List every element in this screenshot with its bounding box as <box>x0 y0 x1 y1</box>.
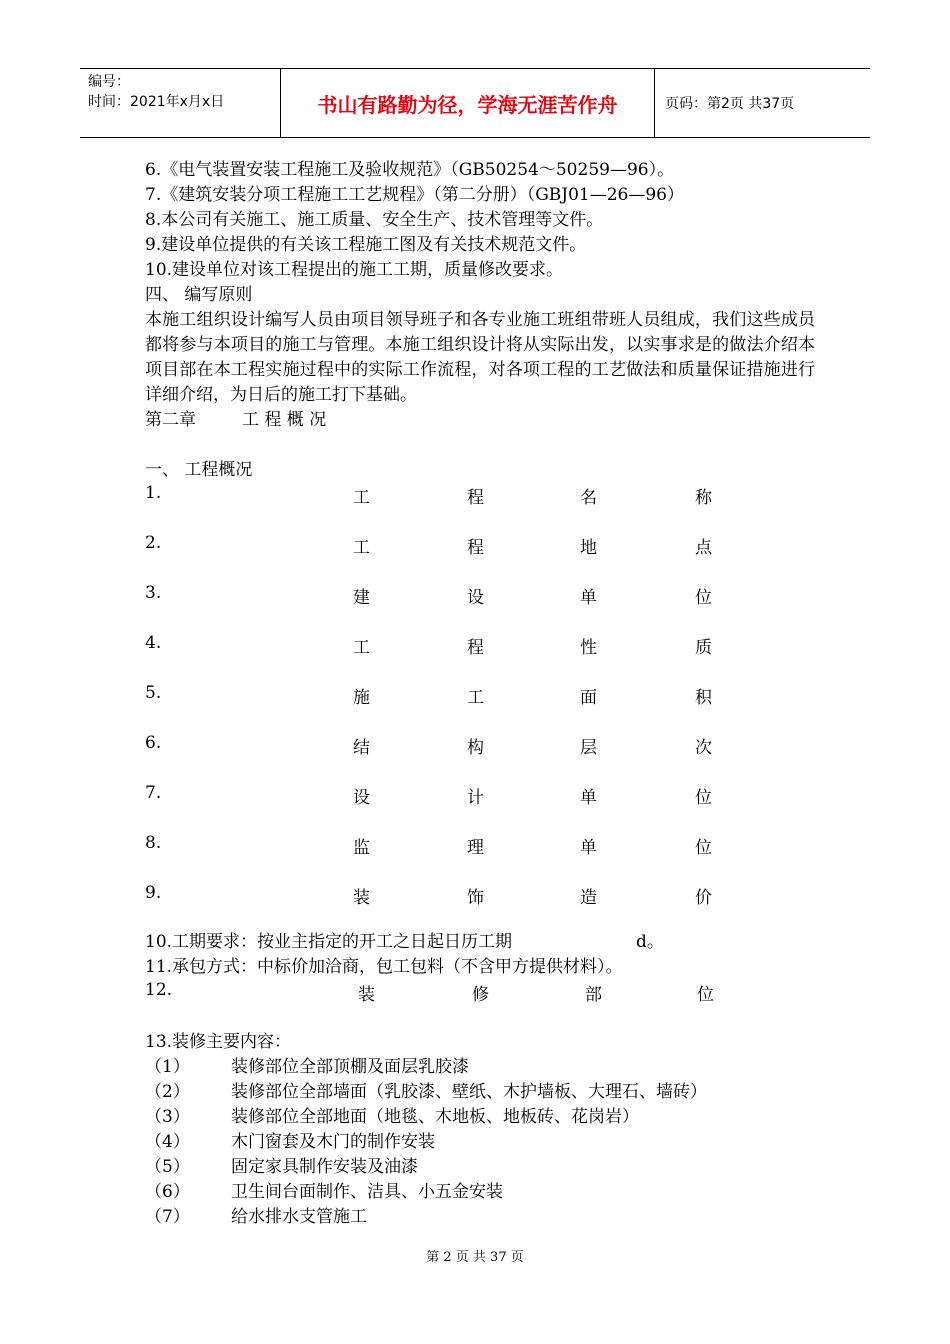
content-item-text: 装修部位全部地面（地毯、木地板、地板砖、花岗岩） <box>231 1107 639 1127</box>
row-number: 12. <box>145 980 173 1000</box>
content-item-number: （2） <box>145 1082 190 1102</box>
row-char: 名 <box>580 488 597 508</box>
page-header <box>80 68 870 138</box>
duration-unit: d。 <box>636 932 664 952</box>
content-item <box>145 1080 815 1105</box>
text-line: 8.本公司有关施工、施工质量、安全生产、技术管理等文件。 <box>145 210 604 230</box>
row-char: 单 <box>580 838 597 858</box>
row-char: 装 <box>358 985 375 1005</box>
row-number: 6. <box>145 733 162 753</box>
overview-row <box>145 683 725 708</box>
row-char: 工 <box>353 488 370 508</box>
overview-row <box>145 633 725 658</box>
row-number: 3. <box>145 583 162 603</box>
row-char: 次 <box>695 738 712 758</box>
row-char: 饰 <box>467 888 484 908</box>
text-line: 10.建设单位对该工程提出的施工工期，质量修改要求。 <box>145 260 564 280</box>
row-char: 质 <box>695 638 712 658</box>
text-line: 9.建设单位提供的有关该工程施工图及有关技术规范文件。 <box>145 235 587 255</box>
content-item-text: 装修部位全部墙面（乳胶漆、壁纸、木护墙板、大理石、墙砖） <box>231 1082 707 1102</box>
row-char: 面 <box>580 688 597 708</box>
row-char: 工 <box>353 638 370 658</box>
chapter-title: 工 程 概 况 <box>242 410 327 430</box>
item-contract: 11.承包方式：中标价加洽商，包工包料（不含甲方提供材料）。 <box>145 957 623 977</box>
intro-section <box>145 158 815 483</box>
content-item <box>145 1055 815 1080</box>
overview-row <box>145 833 725 858</box>
overview-row <box>145 733 725 758</box>
header-motto: 书山有路勤为径，学海无涯苦作舟 <box>281 69 655 137</box>
content-item-number: （1） <box>145 1057 190 1077</box>
content-item-number: （6） <box>145 1182 190 1202</box>
row-char: 修 <box>472 985 489 1005</box>
row-number: 1. <box>145 483 162 503</box>
section-heading: 四、 编写原则 <box>145 285 253 305</box>
row-char: 点 <box>695 538 712 558</box>
overview-row <box>145 583 725 608</box>
overview-row <box>145 533 725 558</box>
content-item-text: 给水排水支管施工 <box>231 1207 367 1227</box>
row-char: 位 <box>695 588 712 608</box>
section-heading: 一、 工程概况 <box>145 460 253 480</box>
text-line: 6.《电气装置安装工程施工及验收规范》（GB50254～50259—96）。 <box>145 160 675 180</box>
header-meta <box>80 69 281 137</box>
content-item-number: （4） <box>145 1132 190 1152</box>
content-item <box>145 1105 815 1130</box>
content-section <box>145 1030 815 1230</box>
row-char: 监 <box>353 838 370 858</box>
row-char: 建 <box>353 588 370 608</box>
principle-paragraph: 本施工组织设计编写人员由项目领导班子和各专业施工班组带班人员组成，我们这些成员都将参与本项目的施工与管理。本施工组织设计将从实际出发，以实事求是的做法介绍本项目部在本工程实施过程中的实际工作流程，对各项工程的工艺做法和质量保证措施进行详细介绍，为日后的施工打下基础。 <box>145 310 815 405</box>
row-number: 5. <box>145 683 162 703</box>
content-item-text: 木门窗套及木门的制作安装 <box>231 1132 435 1152</box>
row-char: 结 <box>353 738 370 758</box>
row-char: 程 <box>467 638 484 658</box>
item-duration <box>145 930 815 955</box>
content-list <box>145 1055 815 1230</box>
row-char: 单 <box>580 788 597 808</box>
overview-row <box>145 783 725 808</box>
row-char: 性 <box>580 638 597 658</box>
row-number: 7. <box>145 783 162 803</box>
row-char: 程 <box>467 488 484 508</box>
row-char: 价 <box>695 888 712 908</box>
chapter-heading <box>145 408 815 433</box>
header-page-info: 页码：第2页 共37页 <box>665 96 795 112</box>
time-label: 时间：2021年x月x日 <box>88 94 225 110</box>
row-number: 4. <box>145 633 162 653</box>
row-char: 施 <box>353 688 370 708</box>
row-char: 积 <box>695 688 712 708</box>
content-item-text: 固定家具制作安装及油漆 <box>231 1157 418 1177</box>
row-char: 工 <box>467 688 484 708</box>
row-char: 构 <box>467 738 484 758</box>
row-char: 位 <box>695 788 712 808</box>
row-char: 地 <box>580 538 597 558</box>
page-footer: 第 2 页 共 37 页 <box>426 1250 524 1265</box>
duration-text: 10.工期要求：按业主指定的开工之日起日历工期 <box>145 932 513 952</box>
overview-row <box>145 883 725 908</box>
content-item-text: 装修部位全部顶棚及面层乳胶漆 <box>231 1057 469 1077</box>
row-number: 2. <box>145 533 162 553</box>
row-char: 造 <box>580 888 597 908</box>
content-item <box>145 1205 815 1230</box>
row-char: 位 <box>697 985 714 1005</box>
content-heading: 13.装修主要内容： <box>145 1032 292 1052</box>
row-char: 工 <box>353 538 370 558</box>
number-label: 编号： <box>88 74 130 90</box>
item-decoration-area <box>145 980 725 1005</box>
row-char: 部 <box>585 985 602 1005</box>
row-char: 位 <box>695 838 712 858</box>
row-number: 9. <box>145 883 162 903</box>
content-item-text: 卫生间台面制作、洁具、小五金安装 <box>231 1182 503 1202</box>
content-item-number: （5） <box>145 1157 190 1177</box>
row-char: 称 <box>695 488 712 508</box>
row-char: 计 <box>467 788 484 808</box>
content-item <box>145 1155 815 1180</box>
overview-row <box>145 483 725 508</box>
text-line: 7.《建筑安装分项工程施工工艺规程》（第二分册）（GBJ01—26—96） <box>145 185 685 205</box>
content-item-number: （3） <box>145 1107 190 1127</box>
terms-section <box>145 930 815 980</box>
content-item-number: （7） <box>145 1207 190 1227</box>
row-char: 理 <box>467 838 484 858</box>
row-char: 单 <box>580 588 597 608</box>
chapter-number: 第二章 <box>145 410 196 430</box>
content-item <box>145 1130 815 1155</box>
row-char: 层 <box>580 738 597 758</box>
row-char: 程 <box>467 538 484 558</box>
content-item <box>145 1180 815 1205</box>
row-char: 装 <box>353 888 370 908</box>
row-number: 8. <box>145 833 162 853</box>
row-char: 设 <box>353 788 370 808</box>
row-char: 设 <box>467 588 484 608</box>
